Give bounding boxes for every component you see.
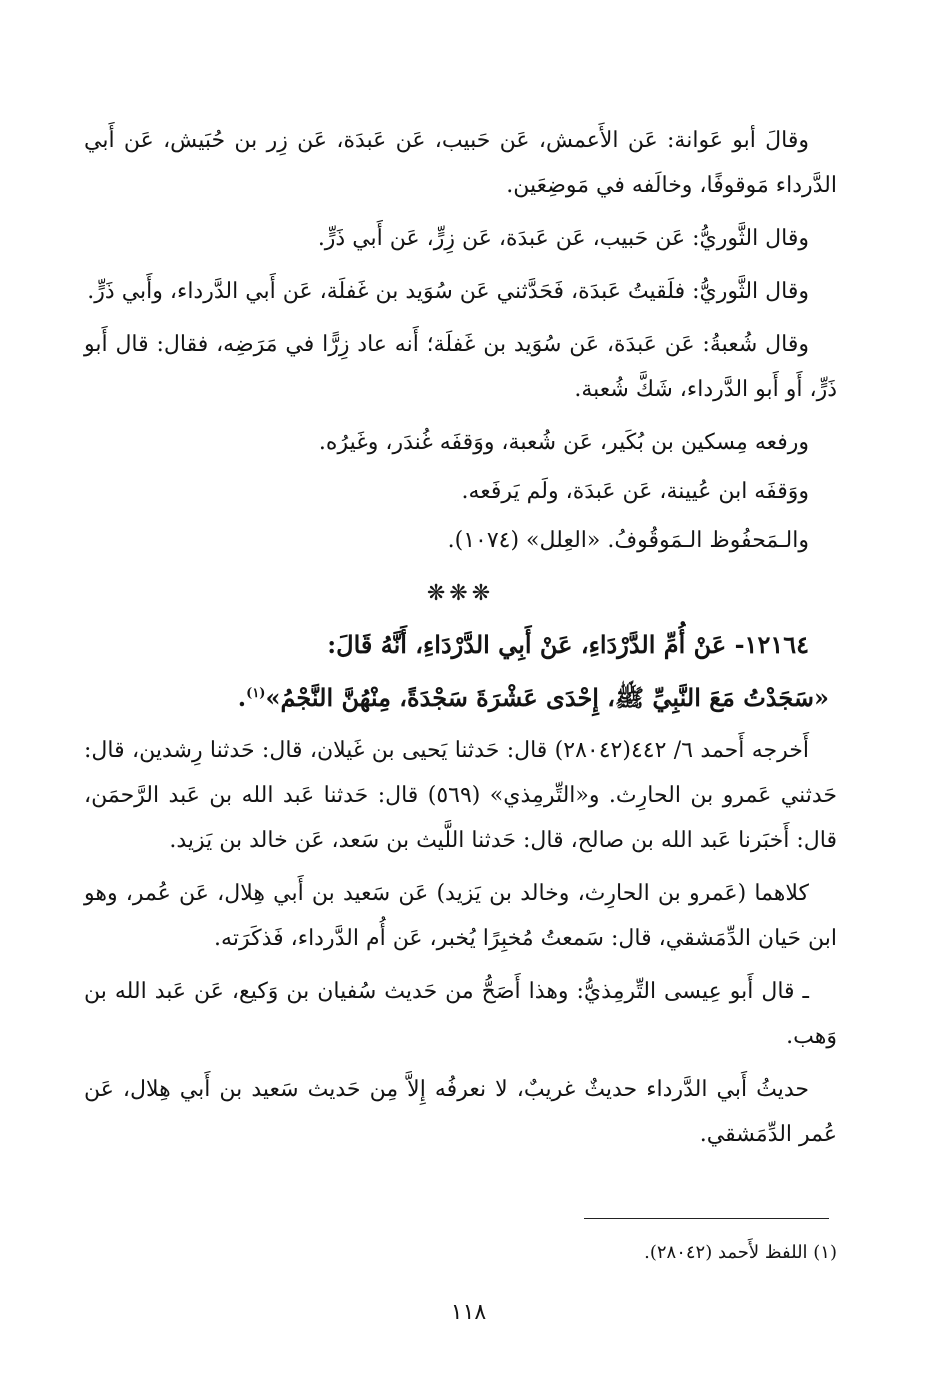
main-text (84, 118, 837, 1165)
page-number: ١١٨ (450, 1300, 487, 1325)
footnote: (١) اللفظ لأَحمد (٢٨٠٤٢). (644, 1242, 837, 1263)
paragraph-abu-awana: وقالَ أبو عَوانة: عَن الأَعمش، عَن حَبيب، عَن عَبدَة، عَن زِر بن حُبَيش، عَن أَبي الدَّرداء مَوقوفًا، وخالَفه في مَوضِعَين. (84, 128, 837, 198)
paragraph-rafahu: ورفعه مِسكين بن بُكَير، عَن شُعبة، ووَقفَه غُندَر، وغَيرُه. (318, 430, 809, 455)
footnote-marker: (١) (246, 686, 266, 701)
footnote-divider (584, 1218, 829, 1219)
paragraph-kilahuma: كلاهما (عَمرو بن الحارِث، وخالد بن يَزيد) عَن سَعيد بن أَبي هِلال، عَن عُمر، وهو ابن حَيان الدِّمَشقي، قال: سَمعتُ مُخبِرًا يُخبر، عَن أُم الدَّرداء، فَذكَرَته. (84, 881, 837, 951)
hadith-text-line: «سَجَدْتُ مَعَ النَّبِيِّ ﷺ، إِحْدَى عَشْرَةَ سَجْدَةً، مِنْهُنَّ النَّجْمُ»$^{(١)}$. (237, 683, 829, 712)
hadith-heading: ١٢١٦٤- عَنْ أُمِّ الدَّرْدَاءِ، عَنْ أَبِي الدَّرْدَاءِ، أَنَّهُ قَالَ: (327, 630, 809, 659)
paragraph-thawri-2: وقال الثَّوريُّ: فلَقيتُ عَبدَة، فَحَدَّثني عَن سُوَيد بن غَفلَة، عَن أَبي الدَّرداء، وأَبي ذَرٍّ. (87, 279, 809, 304)
paragraph-shuba: وقال شُعبةُ: عَن عَبدَة، عَن سُوَيد بن غَفلَة؛ أَنه عاد زِرًّا في مَرَضِه، فقال: قال أَبو ذَرٍّ، أَو أَبو الدَّرداء، شَكَّ شُعبة. (84, 332, 837, 402)
paragraph-tirmidhi: ـ قال أَبو عِيسى التِّرمِذيُّ: وهذا أَصَحُّ من حَديث سُفيان بن وَكيع، عَن عَبد الله بن وَهب. (84, 979, 837, 1049)
paragraph-mahfuz: والـمَحفُوظ الـمَوقُوفُ. «العِلل» (١٠٧٤). (447, 528, 809, 553)
hadith-text: «سَجَدْتُ مَعَ النَّبِيِّ ﷺ، إِحْدَى عَشْرَةَ سَجْدَةً، مِنْهُنَّ النَّجْمُ» (265, 683, 829, 712)
paragraph-waqafahu: ووَقفَه ابن عُيينة، عَن عَبدَة، ولَم يَرفَعه. (461, 479, 809, 504)
paragraph-thawri-1: وقال الثَّوريُّ: عَن حَبيب، عَن عَبدَة، عَن زِرٍّ، عَن أَبي ذَرٍّ. (317, 226, 809, 251)
paragraph-gharib: حديثُ أَبي الدَّرداء حديثٌ غريبٌ، لا نعرفُه إِلاَّ مِن حَديث سَعيد بن أَبي هِلال، عَن عُمر الدِّمَشقي. (84, 1077, 837, 1147)
section-separator: ❋❋❋ (426, 581, 495, 606)
paragraph-takhrij: أَخرجه أَحمد ٦/ ٤٤٢(٢٨٠٤٢) قال: حَدثنا يَحيى بن غَيلان، قال: حَدثنا رِشدين، قال: حَدثني عَمرو بن الحارِث. و«التِّرمِذي» (٥٦٩) قال: حَدثنا عَبد الله بن عَبد الرَّحمَن، قال: أَخبَرنا عَبد الله بن صالح، قال: حَدثنا اللَّيث بن سَعد، عَن خالد بن يَزيد. (84, 738, 837, 853)
